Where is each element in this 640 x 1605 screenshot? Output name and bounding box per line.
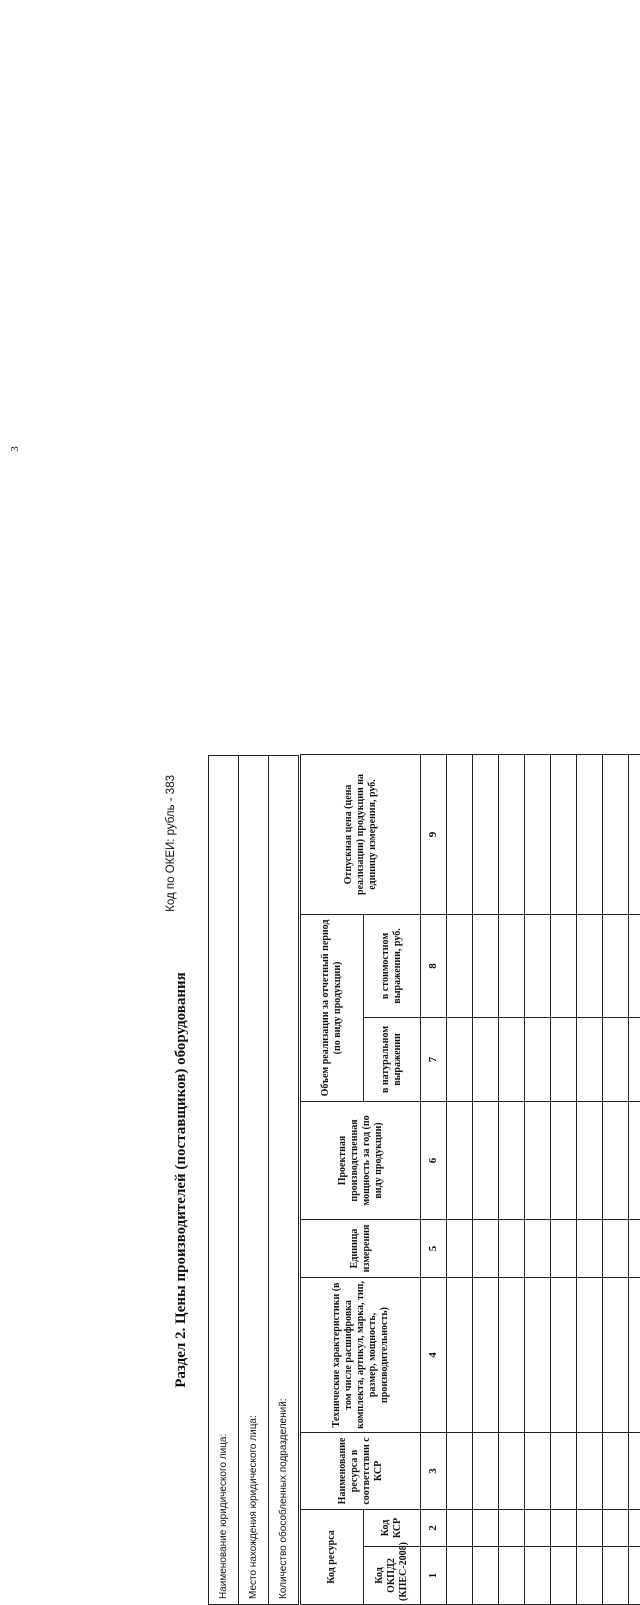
table-row xyxy=(447,754,473,1604)
empty-cell xyxy=(551,1277,577,1432)
empty-cell xyxy=(525,1101,551,1219)
empty-cell xyxy=(447,1101,473,1219)
empty-cell xyxy=(577,1432,603,1509)
table-row xyxy=(499,754,525,1604)
empty-cell xyxy=(577,1017,603,1101)
empty-cell xyxy=(499,1432,525,1509)
column-number: 7 xyxy=(421,1017,447,1101)
empty-cell xyxy=(473,1547,499,1605)
empty-cell xyxy=(603,914,629,1017)
empty-cell xyxy=(603,1277,629,1432)
branches-row xyxy=(269,756,299,1605)
empty-cell xyxy=(525,1277,551,1432)
empty-cell xyxy=(499,914,525,1017)
empty-cell xyxy=(551,1509,577,1546)
table-row xyxy=(551,754,577,1604)
empty-cell xyxy=(629,1219,640,1277)
empty-cell xyxy=(551,1101,577,1219)
column-number: 6 xyxy=(421,1101,447,1219)
empty-cell xyxy=(447,1219,473,1277)
empty-cell xyxy=(629,1509,640,1546)
okei-code: Код по ОКЕИ: рубль - 383 xyxy=(165,775,177,912)
empty-cell xyxy=(577,754,603,914)
location-row xyxy=(239,756,269,1605)
empty-cell xyxy=(473,754,499,914)
header-okpd2: Код ОКПД2 (КПЕС-2008) xyxy=(364,1547,421,1605)
empty-cell xyxy=(447,1509,473,1546)
header-resource-name: Наименование ресурса в соответствии с КСР xyxy=(301,1432,421,1509)
empty-cell xyxy=(629,1277,640,1432)
header-unit: Единица измерения xyxy=(301,1219,421,1277)
empty-cell xyxy=(473,1277,499,1432)
empty-cell xyxy=(629,754,640,914)
empty-cell xyxy=(551,1219,577,1277)
page-number: 3 xyxy=(9,446,21,452)
column-number: 8 xyxy=(421,914,447,1017)
empty-cell xyxy=(499,1101,525,1219)
column-number: 1 xyxy=(421,1547,447,1605)
empty-cell xyxy=(447,914,473,1017)
empty-cell xyxy=(603,1101,629,1219)
empty-cell xyxy=(447,1017,473,1101)
empty-cell xyxy=(603,1509,629,1546)
empty-cell xyxy=(499,1547,525,1605)
legal-name-row xyxy=(209,756,239,1605)
empty-cell xyxy=(499,1017,525,1101)
header-tech: Технические характеристики (в том числе расшифровка комплекта, артикул, марка, тип, размер, мощность, производительность) xyxy=(301,1277,421,1432)
table-row xyxy=(473,754,499,1604)
column-number: 2 xyxy=(421,1509,447,1546)
legal-name-label: Наименование юридического лица: xyxy=(209,756,239,1605)
empty-cell xyxy=(525,1017,551,1101)
header-capacity: Проектная производственная мощность за год (по виду продукции) xyxy=(301,1101,421,1219)
branches-label: Количество обособленных подразделений: xyxy=(269,756,299,1605)
empty-cell xyxy=(577,914,603,1017)
empty-cell xyxy=(473,1432,499,1509)
header-volume-natural: в натуральном выражении xyxy=(364,1017,421,1101)
column-number: 5 xyxy=(421,1219,447,1277)
empty-cell xyxy=(551,1432,577,1509)
empty-cell xyxy=(525,1219,551,1277)
prices-table xyxy=(300,754,640,1605)
empty-cell xyxy=(603,754,629,914)
header-resource-code: Код ресурса xyxy=(301,1509,364,1604)
empty-cell xyxy=(629,1017,640,1101)
empty-cell xyxy=(551,1017,577,1101)
location-label: Место нахождения юридического лица: xyxy=(239,756,269,1605)
empty-cell xyxy=(577,1509,603,1546)
empty-cell xyxy=(473,1219,499,1277)
empty-cell xyxy=(499,1277,525,1432)
empty-cell xyxy=(525,1547,551,1605)
table-row xyxy=(577,754,603,1604)
empty-cell xyxy=(499,1509,525,1546)
table-row xyxy=(629,754,640,1604)
empty-cell xyxy=(473,1017,499,1101)
empty-cell xyxy=(499,754,525,914)
empty-cell xyxy=(525,754,551,914)
empty-cell xyxy=(551,1547,577,1605)
section-title: Раздел 2. Цены производителей (поставщиков) оборудования xyxy=(173,755,190,1605)
table-row xyxy=(603,754,629,1604)
column-number: 9 xyxy=(421,754,447,914)
empty-cell xyxy=(447,1277,473,1432)
empty-cell xyxy=(499,1219,525,1277)
table-row xyxy=(525,754,551,1604)
empty-cell xyxy=(603,1547,629,1605)
empty-cell xyxy=(603,1432,629,1509)
header-volume-value: в стоимостном выражении, руб. xyxy=(364,914,421,1017)
header-volume: Объем реализации за отчетный период (по виду продукции) xyxy=(301,914,364,1101)
empty-cell xyxy=(603,1219,629,1277)
empty-cell xyxy=(577,1547,603,1605)
empty-cell xyxy=(525,1432,551,1509)
empty-cell xyxy=(629,1547,640,1605)
empty-cell xyxy=(473,1509,499,1546)
empty-cell xyxy=(629,1432,640,1509)
empty-cell xyxy=(551,754,577,914)
empty-cell xyxy=(473,914,499,1017)
column-number: 3 xyxy=(421,1432,447,1509)
header-row-1 xyxy=(301,754,364,1604)
column-numbers-row xyxy=(421,754,447,1604)
empty-cell xyxy=(447,754,473,914)
header-price: Отпускная цена (цена реализации) продукции на единицу измерения, руб. xyxy=(301,754,421,914)
empty-cell xyxy=(577,1101,603,1219)
empty-cell xyxy=(447,1547,473,1605)
empty-cell xyxy=(525,914,551,1017)
empty-cell xyxy=(551,914,577,1017)
organization-info xyxy=(208,755,299,1605)
empty-cell xyxy=(447,1432,473,1509)
empty-cell xyxy=(525,1509,551,1546)
rotated-page-content xyxy=(165,755,640,1605)
column-number: 4 xyxy=(421,1277,447,1432)
empty-cell xyxy=(603,1017,629,1101)
header-ksr-code: Код КСР xyxy=(364,1509,421,1546)
empty-cell xyxy=(577,1277,603,1432)
empty-cell xyxy=(629,1101,640,1219)
empty-cell xyxy=(473,1101,499,1219)
empty-cell xyxy=(577,1219,603,1277)
empty-cell xyxy=(629,914,640,1017)
